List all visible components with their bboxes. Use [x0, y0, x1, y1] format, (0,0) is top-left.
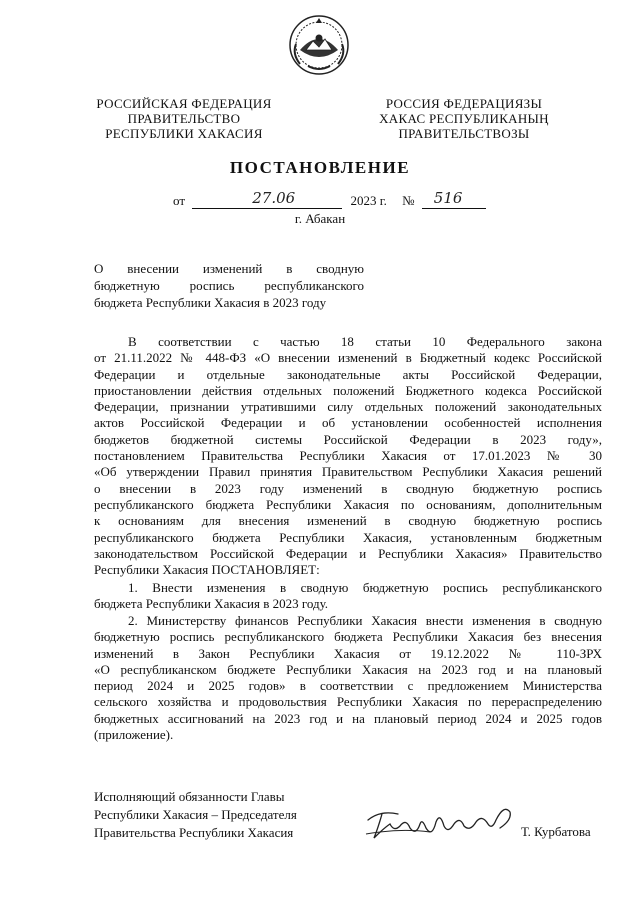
text-line: сельского хозяйства и продовольствия Республики Хакасия по перераспределению [94, 694, 602, 710]
header-right-line: ПРАВИТЕЛЬСТВОЗЫ [398, 126, 530, 141]
item-1-paragraph [94, 580, 602, 613]
text-line: Федерации, признании утратившими силу отдельных положений законодательных [94, 399, 602, 415]
header-right-line: РОССИЯ ФЕДЕРАЦИЯЗЫ [385, 96, 543, 111]
preamble-paragraph [94, 334, 602, 578]
header-left-line: РОССИЙСКАЯ ФЕДЕРАЦИЯ [96, 96, 272, 111]
text-line: актов Российской Федерации и об установлении особенностей исполнения [94, 415, 602, 431]
year-label: 2023 г. [350, 193, 387, 208]
subject-line: О внесении изменений в сводную [94, 261, 364, 276]
position-line: Правительства Республики Хакасия [94, 825, 294, 840]
text-line: 2. Министерству финансов Республики Хакасия внести изменения в сводную [128, 613, 602, 628]
subject-line: бюджета Республики Хакасия в 2023 году [94, 295, 327, 310]
text-line: бюджета Республики Хакасия в 2023 году. [94, 596, 329, 612]
item-2-paragraph [94, 613, 602, 743]
text-line: Федерации и отдельные законодательные акты Российской Федерации, [94, 366, 602, 382]
header-left [84, 96, 284, 141]
text-line: республиканского бюджета Республики Хакасия, установленным бюджетным [94, 529, 602, 545]
text-line: бюджетных ассигнований на 2023 год и на плановый период 2024 и 2025 годов [94, 710, 602, 726]
date-line [173, 189, 486, 210]
signer-name: Т. Курбатова [521, 824, 591, 839]
date-value: 27.06 [252, 189, 296, 207]
text-line: «Об утверждении Правил принятия Правительством Республики Хакасия решений [94, 464, 602, 480]
subject-block [94, 260, 364, 311]
text-line: период 2024 и 2025 годов» в соответствии с предложением Министерства [94, 678, 602, 694]
text-line: Республики Хакасия ПОСТАНОВЛЯЕТ: [94, 562, 320, 578]
subject-line: бюджетную роспись республиканского [94, 278, 364, 293]
text-line: законодательством Российской Федерации и Республики Хакасия» Правительство [94, 545, 602, 561]
signatory-position [94, 788, 297, 842]
document-title: ПОСТАНОВЛЕНИЕ [229, 158, 411, 177]
handwritten-signature [360, 798, 520, 848]
text-line: бюджетную роспись республиканского бюджета Республики Хакасия без внесения [94, 629, 602, 645]
text-line: 1. Внести изменения в сводную бюджетную роспись республиканского [128, 580, 602, 595]
number-value: 516 [433, 189, 463, 207]
text-line: республиканского бюджета Республики Хакасия по основаниям, дополнительным [94, 496, 602, 512]
position-line: Республики Хакасия – Председателя [94, 807, 297, 822]
text-line: от 21.11.2022 № 448-ФЗ «О внесении изменений в Бюджетный кодекс Российской [94, 350, 602, 366]
header-left-line: ПРАВИТЕЛЬСТВО [127, 111, 241, 126]
text-line: о внесении в 2023 году изменений в сводную бюджетную роспись [94, 480, 602, 496]
text-line: (приложение). [94, 727, 174, 743]
date-prefix: от [173, 193, 186, 208]
text-line: изменений в Закон Республики Хакасия от 19.12.2022 № 110-ЗРХ [94, 645, 602, 661]
text-line: В соответствии с частью 18 статьи 10 Федерального закона [128, 334, 602, 349]
header-right-line: ХАКАС РЕСПУБЛИКАНЫҢ [379, 111, 549, 126]
text-line: к основаниям для внесения изменений в сводную бюджетную роспись [94, 513, 602, 529]
text-line: постановлением Правительства Республики Хакасия от 17.01.2023 № 30 [94, 448, 602, 464]
date-field [192, 189, 342, 209]
city: г. Абакан [294, 211, 346, 226]
position-line: Исполняющий обязанности Главы [94, 789, 285, 804]
text-line: приостановлении действия отдельных положений Бюджетного кодекса Российской [94, 382, 602, 398]
text-line: бюджетов бюджетной системы Российской Федерации в 2023 году», [94, 431, 602, 447]
text-line: «О республиканском бюджете Республики Хакасия на 2023 год и на плановый [94, 661, 602, 677]
number-field [422, 189, 486, 209]
header-left-line: РЕСПУБЛИКИ ХАКАСИЯ [105, 126, 263, 141]
coat-of-arms-emblem [288, 14, 350, 76]
number-sign: № [402, 193, 415, 208]
header-right [364, 96, 564, 141]
